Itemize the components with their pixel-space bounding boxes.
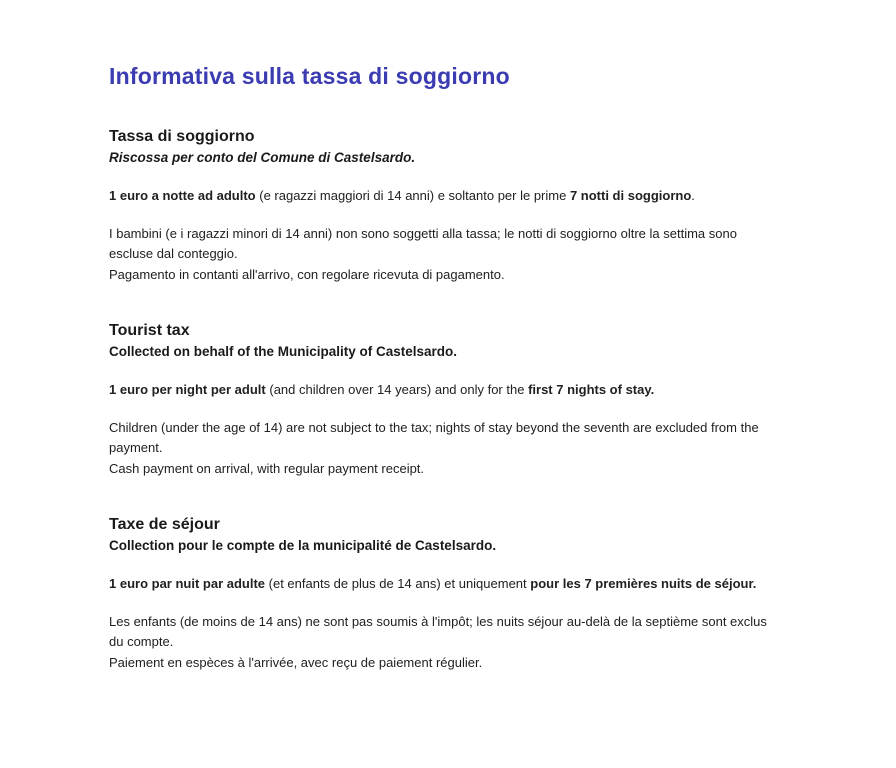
body-paragraph-italian xyxy=(109,224,771,286)
section-subtitle-french: Collection pour le compte de la municipalité de Castelsardo. xyxy=(109,538,497,553)
body-paragraph-french xyxy=(109,612,771,674)
body-line: Children (under the age of 14) are not subject to the tax; nights of stay beyond the seventh are excluded from the payment. xyxy=(109,419,759,455)
lead-paragraph-english: 1 euro per night per adult (and children over 14 years) and only for the first 7 nights of stay. xyxy=(109,382,655,397)
lead-paragraph-french: 1 euro par nuit par adulte (et enfants de plus de 14 ans) et uniquement pour les 7 premières nuits de séjour. xyxy=(109,576,757,591)
section-subtitle-english: Collected on behalf of the Municipality of Castelsardo. xyxy=(109,344,458,359)
body-line: Cash payment on arrival, with regular payment receipt. xyxy=(109,460,425,476)
document-title: Informativa sulla tassa di soggiorno xyxy=(109,63,510,89)
lead-paragraph-italian: 1 euro a notte ad adulto (e ragazzi maggiori di 14 anni) e soltanto per le prime 7 notti di soggiorno. xyxy=(109,188,695,203)
section-english xyxy=(109,320,771,479)
section-heading-french: Taxe de séjour xyxy=(109,516,220,533)
section-french xyxy=(109,514,771,673)
section-italian xyxy=(109,126,771,285)
body-paragraph-english xyxy=(109,418,771,480)
section-heading-english: Tourist tax xyxy=(109,322,190,339)
body-line: Paiement en espèces à l'arrivée, avec reçu de paiement régulier. xyxy=(109,654,483,670)
document-content xyxy=(109,62,771,673)
body-line: Les enfants (de moins de 14 ans) ne sont pas soumis à l'impôt; les nuits séjour au-delà de la septième sont exclus du compte. xyxy=(109,613,767,649)
body-line: I bambini (e i ragazzi minori di 14 anni) non sono soggetti alla tassa; le notti di soggiorno oltre la settima sono escluse dal conteggio. xyxy=(109,225,737,261)
section-heading-italian: Tassa di soggiorno xyxy=(109,128,255,145)
section-subtitle-italian: Riscossa per conto del Comune di Castelsardo. xyxy=(109,150,416,165)
body-line: Pagamento in contanti all'arrivo, con regolare ricevuta di pagamento. xyxy=(109,266,505,282)
